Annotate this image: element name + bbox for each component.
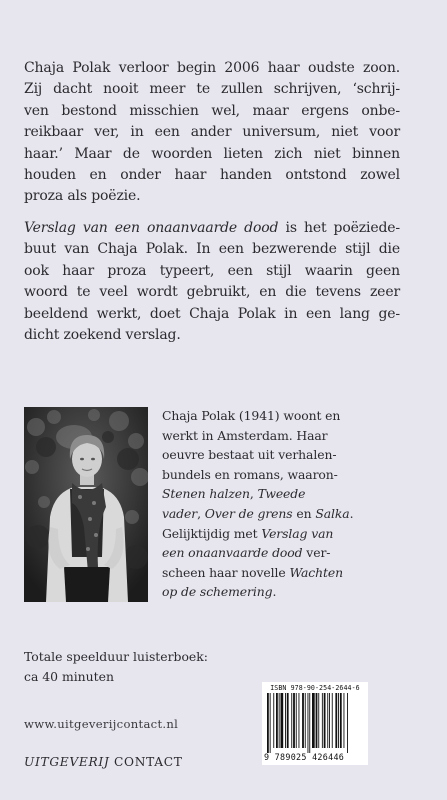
barcode-bar <box>338 693 339 748</box>
duration-value: ca 40 minuten <box>24 668 114 684</box>
barcode-bar <box>302 693 304 748</box>
barcode-bar <box>308 693 309 753</box>
bio-text: . <box>272 584 277 600</box>
barcode-bar <box>327 693 328 748</box>
bio-line: Chaja Polak (1941) woont en <box>162 408 341 423</box>
barcode-bar <box>305 693 306 748</box>
barcode-bar <box>347 693 348 753</box>
isbn-number: ISBN 978-90-254-2644-6 <box>270 684 360 692</box>
blurb1-line: Chaja Polak verloor begin 2006 haar oudste zoon. <box>24 60 400 76</box>
blurb1-line: Zij dacht nooit meer te zullen schrijven, ‘schrij- <box>24 81 400 98</box>
barcode-bar <box>267 693 269 753</box>
blurb2-text: is het poëziede- <box>278 220 400 236</box>
barcode-bar <box>322 693 323 748</box>
barcode-bar <box>312 693 315 748</box>
barcode-bar <box>316 693 318 748</box>
barcode-bar <box>299 693 300 748</box>
barcode-bar <box>335 693 337 748</box>
barcode-bars <box>265 693 365 753</box>
blurb-paragraph-2 <box>24 218 400 346</box>
barcode-bar <box>287 693 289 748</box>
bio-line <box>162 504 422 524</box>
barcode-bar <box>285 693 286 748</box>
isbn-barcode <box>262 682 368 765</box>
author-photo-image <box>24 407 148 602</box>
bio-line: bundels en romans, waaron- <box>162 466 338 482</box>
audiobook-duration <box>24 647 208 686</box>
publisher-name-italic: UITGEVERIJ <box>24 755 110 769</box>
blurb1-line: proza als poëzie. <box>24 188 141 205</box>
bio-line <box>162 582 422 602</box>
blurb2-line: woord te veel wordt gebruikt, en die tevens zeer <box>24 284 400 301</box>
author-photo <box>24 407 148 602</box>
barcode-bar <box>332 693 333 748</box>
blurb2-first-line <box>24 218 400 239</box>
author-bio <box>162 406 422 602</box>
publisher-name-roman: CONTACT <box>109 755 183 769</box>
barcode-bar <box>318 693 319 748</box>
book-title: Over de grens <box>204 505 293 521</box>
book-title: vader <box>162 505 198 521</box>
bio-text: scheen haar novelle <box>162 564 290 580</box>
book-title: Verslag van een onaanvaarde dood <box>24 220 279 236</box>
bio-line <box>162 524 422 544</box>
bio-text: en <box>292 505 316 521</box>
bio-line <box>162 543 422 563</box>
bio-text: , <box>197 505 205 521</box>
blurb2-line: buut van Chaja Polak. In een bezwerende stijl die <box>24 241 400 258</box>
barcode-bar <box>340 693 342 748</box>
book-title: Tweede <box>257 486 306 502</box>
blurb1-line: ven bestond misschien wel, maar ergens onbe- <box>24 102 400 119</box>
barcode-bar <box>281 693 284 748</box>
duration-label: Totale speelduur luisterboek: <box>24 649 208 664</box>
book-title: Stenen halzen <box>162 486 250 502</box>
bio-line <box>162 484 422 504</box>
book-title: een onaanvaarde dood <box>162 545 303 561</box>
barcode-bar <box>324 693 326 748</box>
ean-digits: 9 789025 426446 <box>264 752 345 762</box>
book-title: op de schemering <box>162 584 273 600</box>
blurb2-line: dicht zoekend verslag. <box>24 327 181 344</box>
bio-text: , <box>249 486 258 502</box>
blurb2-line: beeldend werkt, doet Chaja Polak in een lang ge- <box>24 305 400 322</box>
bio-line: werkt in Amsterdam. Haar <box>162 427 328 443</box>
barcode-bar <box>270 693 271 753</box>
barcode-bar <box>296 693 297 748</box>
barcode-bar <box>329 693 330 748</box>
barcode-bar <box>276 693 278 748</box>
blurb2-line: ook haar proza typeert, een stijl waarin geen <box>24 262 400 279</box>
blurb1-line: haar.’ Maar de woorden lieten zich niet binnen <box>24 145 400 162</box>
book-title: Salka <box>315 505 350 521</box>
bio-text: . <box>349 505 354 521</box>
bio-line <box>162 563 422 583</box>
blurb1-line: reikbaar ver, in een ander universum, niet voor <box>24 124 400 141</box>
barcode-bar <box>279 693 280 748</box>
blurb1-line: houden en onder haar handen ontstond zowel <box>24 167 400 184</box>
bio-text: ver- <box>302 545 331 561</box>
book-title: Verslag van <box>261 525 334 541</box>
barcode-bar <box>273 693 274 748</box>
blurb-paragraph-1 <box>24 58 400 208</box>
barcode-bar <box>309 693 310 753</box>
barcode-bar <box>291 693 292 748</box>
publisher-name <box>24 755 183 769</box>
bio-text: Gelijktijdig met <box>162 525 262 541</box>
book-title: Wachten <box>289 564 344 580</box>
bio-line: oeuvre bestaat uit verhalen- <box>162 447 337 463</box>
publisher-website[interactable]: www.uitgeverijcontact.nl <box>24 717 179 731</box>
barcode-bar <box>344 693 345 748</box>
barcode-bar <box>293 693 295 748</box>
